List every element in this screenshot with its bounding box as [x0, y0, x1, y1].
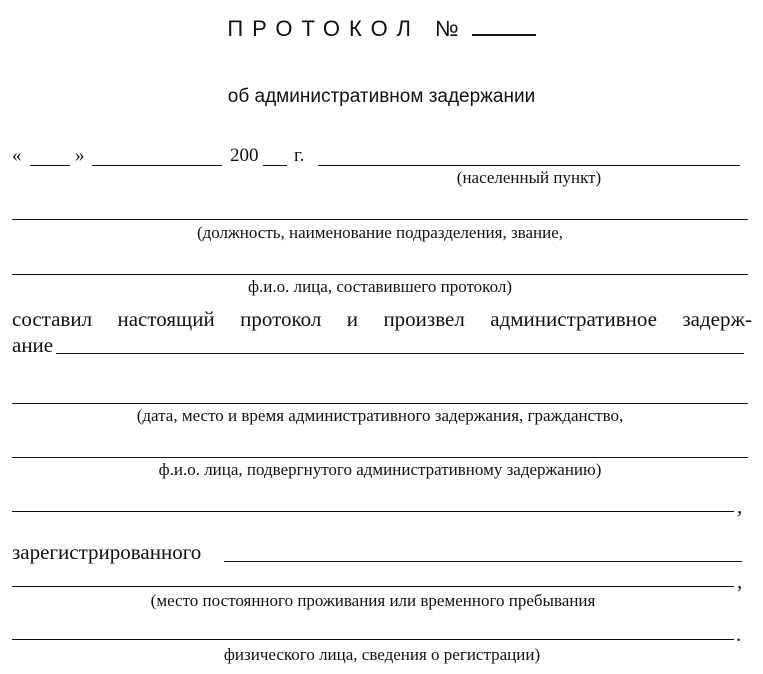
extra-field[interactable]: [12, 511, 734, 512]
residence-caption: (место постоянного проживания или временного пребывания: [150, 591, 596, 610]
statement-line-1: составил настоящий протокол и произвел административное задерж-: [12, 307, 752, 331]
detention-field-1[interactable]: [56, 353, 744, 354]
detention-details-field[interactable]: [12, 403, 748, 404]
locality-field[interactable]: [318, 165, 740, 166]
registration-field[interactable]: [12, 639, 734, 640]
officer-position-caption: (должность, наименование подразделения, звание,: [196, 223, 564, 242]
detention-details-caption: (дата, место и время административного задержания, гражданство,: [136, 406, 624, 425]
registration-period: .: [736, 622, 742, 646]
month-field[interactable]: [92, 165, 222, 166]
protocol-number-field[interactable]: [472, 14, 536, 36]
year-prefix: 200: [230, 145, 259, 166]
compiler-name-field[interactable]: [12, 274, 748, 275]
registration-caption: физического лица, сведения о регистрации): [223, 645, 541, 664]
residence-field[interactable]: [12, 586, 734, 587]
year-field[interactable]: [263, 165, 287, 166]
extra-field-comma: ,: [737, 494, 743, 518]
compiler-name-caption: ф.и.о. лица, составившего протокол): [247, 277, 512, 296]
statement-line-2: ание: [12, 333, 54, 357]
detained-name-field[interactable]: [12, 457, 748, 458]
locality-caption: (населенный пункт): [456, 168, 602, 187]
day-field[interactable]: [30, 165, 70, 166]
detained-name-caption: ф.и.о. лица, подвергнутого административному задержанию): [158, 460, 602, 479]
registered-label: зарегистрированного: [12, 540, 202, 564]
date-open-quote: «: [12, 145, 22, 166]
residence-comma: ,: [737, 569, 743, 593]
title-text: ПРОТОКОЛ №: [227, 16, 468, 41]
page-subtitle: об административном задержании: [227, 86, 536, 107]
registered-field[interactable]: [224, 561, 742, 562]
page-title: [0, 14, 763, 42]
officer-position-field[interactable]: [12, 219, 748, 220]
year-suffix: г.: [294, 145, 305, 166]
date-close-quote: »: [75, 145, 85, 166]
